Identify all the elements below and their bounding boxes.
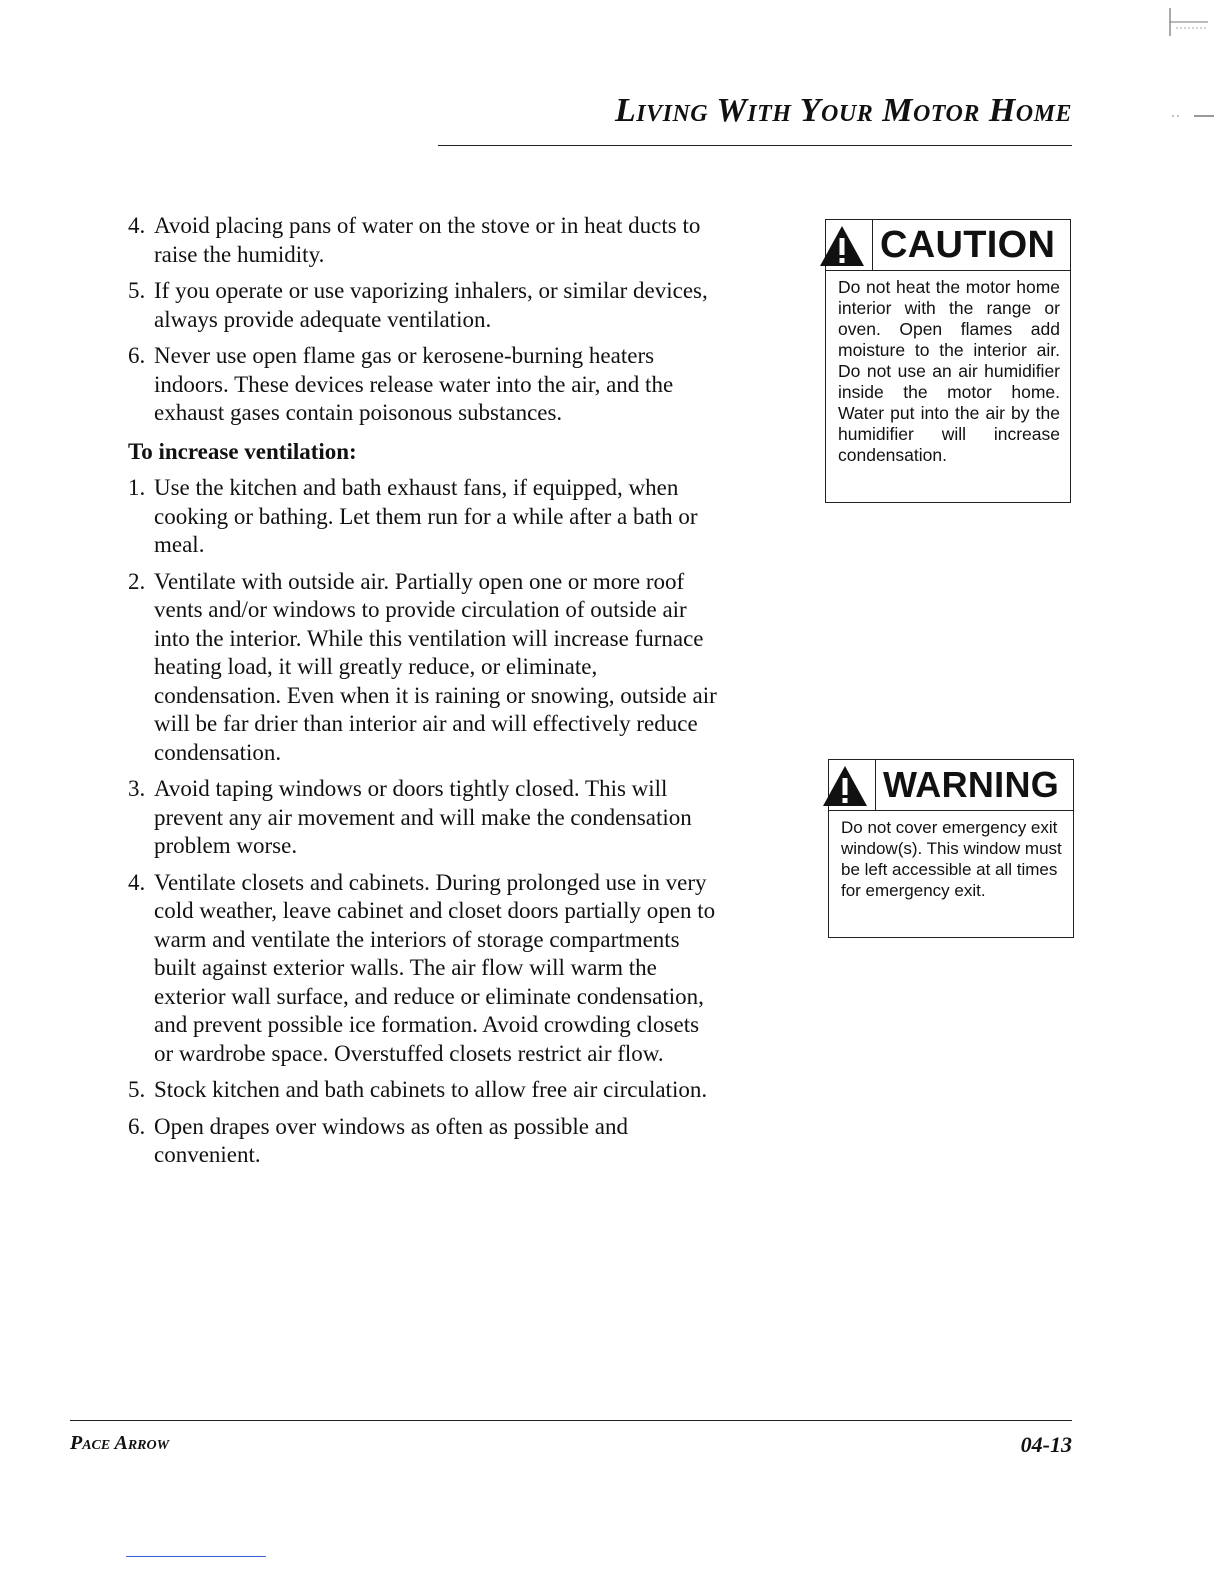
caution-text: Do not heat the motor home interior with the range or oven. Open flames add moisture to the interior air. Do not use an air humidifier inside the motor home. Water put into the air by the humidifier will increase condensation. — [838, 277, 1060, 465]
main-column — [128, 212, 718, 1178]
caution-header — [826, 220, 1070, 271]
list-item-number: 5. — [128, 1077, 146, 1102]
caution-box — [825, 219, 1071, 503]
condensation-tips-list — [128, 212, 718, 428]
list-item-number: 3. — [128, 776, 146, 801]
list-item-text: Use the kitchen and bath exhaust fans, if equipped, when cooking or bathing. Let them run for a while after a bath or meal. — [154, 475, 698, 557]
list-item-text: If you operate or use vaporizing inhalers, or similar devices, always provide adequate ventilation. — [154, 278, 708, 332]
caution-icon-divider — [872, 220, 873, 270]
list-item-number: 1. — [128, 475, 146, 500]
list-item — [128, 1076, 718, 1105]
footer-product-name: Pace Arrow — [70, 1432, 170, 1454]
list-item-text: Avoid placing pans of water on the stove or in heat ducts to raise the humidity. — [154, 213, 701, 267]
list-item-text: Avoid taping windows or doors tightly closed. This will prevent any air movement and will make the condensation problem worse. — [154, 776, 692, 858]
list-item-number: 6. — [128, 1113, 146, 1139]
ventilation-steps-list — [128, 474, 718, 1170]
list-item-text: Stock kitchen and bath cabinets to allow free air circulation. — [154, 1077, 708, 1102]
corner-crop-mark — [1168, 8, 1208, 36]
list-item — [128, 1113, 718, 1170]
warning-box — [828, 759, 1074, 938]
list-item-text: Ventilate closets and cabinets. During prolonged use in very cold weather, leave cabinet and closet doors partially open to warm and ventilate the interiors of storage compartments built against exterior walls. The air flow will warm the exterior wall surface, and reduce or eliminate condensation, and prevent possible ice formation. Avoid crowding closets or wardrobe space. Overstuffed closets restrict air flow. — [154, 869, 716, 1066]
edge-tick-mark — [1172, 114, 1214, 118]
list-item-text: Never use open flame gas or kerosene-burning heaters indoors. These devices release water into the air, and the exhaust gases contain poisonous substances. — [154, 343, 674, 425]
page-number: 04-13 — [1020, 1432, 1072, 1457]
bottom-scan-line — [126, 1556, 266, 1557]
list-item-number: 2. — [128, 568, 146, 594]
list-item-number: 5. — [128, 278, 146, 303]
page-header-title: Living With Your Motor Home — [615, 92, 1072, 129]
caution-title: CAUTION — [880, 224, 1056, 266]
list-item — [128, 474, 718, 560]
alert-triangle-icon — [818, 224, 866, 268]
warning-icon-divider — [875, 760, 876, 810]
list-item — [128, 277, 718, 334]
list-item-number: 4. — [128, 869, 146, 895]
header-rule — [438, 145, 1072, 146]
list-item — [128, 342, 718, 428]
list-item-text: Open drapes over windows as often as possible and convenient. — [154, 1113, 628, 1167]
alert-triangle-icon — [821, 764, 869, 808]
list-item — [128, 212, 718, 269]
list-item — [128, 869, 718, 1069]
warning-header — [829, 760, 1073, 811]
warning-text: Do not cover emergency exit window(s). This window must be left accessible at all times for emergency exit. — [841, 818, 1062, 900]
list-item — [128, 568, 718, 768]
list-item-text: Ventilate with outside air. Partially open one or more roof vents and/or windows to provide circulation of outside air into the interior. While this ventilation will increase furnace heating load, it will greatly reduce, or eliminate, condensation. Even when it is raining or snowing, outside air will be far drier than interior air and will effectively reduce condensation. — [154, 568, 717, 765]
section-heading: To increase ventilation: — [128, 438, 357, 464]
list-item-number: 6. — [128, 343, 146, 368]
list-item — [128, 775, 718, 861]
warning-title: WARNING — [883, 764, 1060, 805]
list-item-number: 4. — [128, 213, 146, 238]
footer-rule — [70, 1420, 1072, 1421]
